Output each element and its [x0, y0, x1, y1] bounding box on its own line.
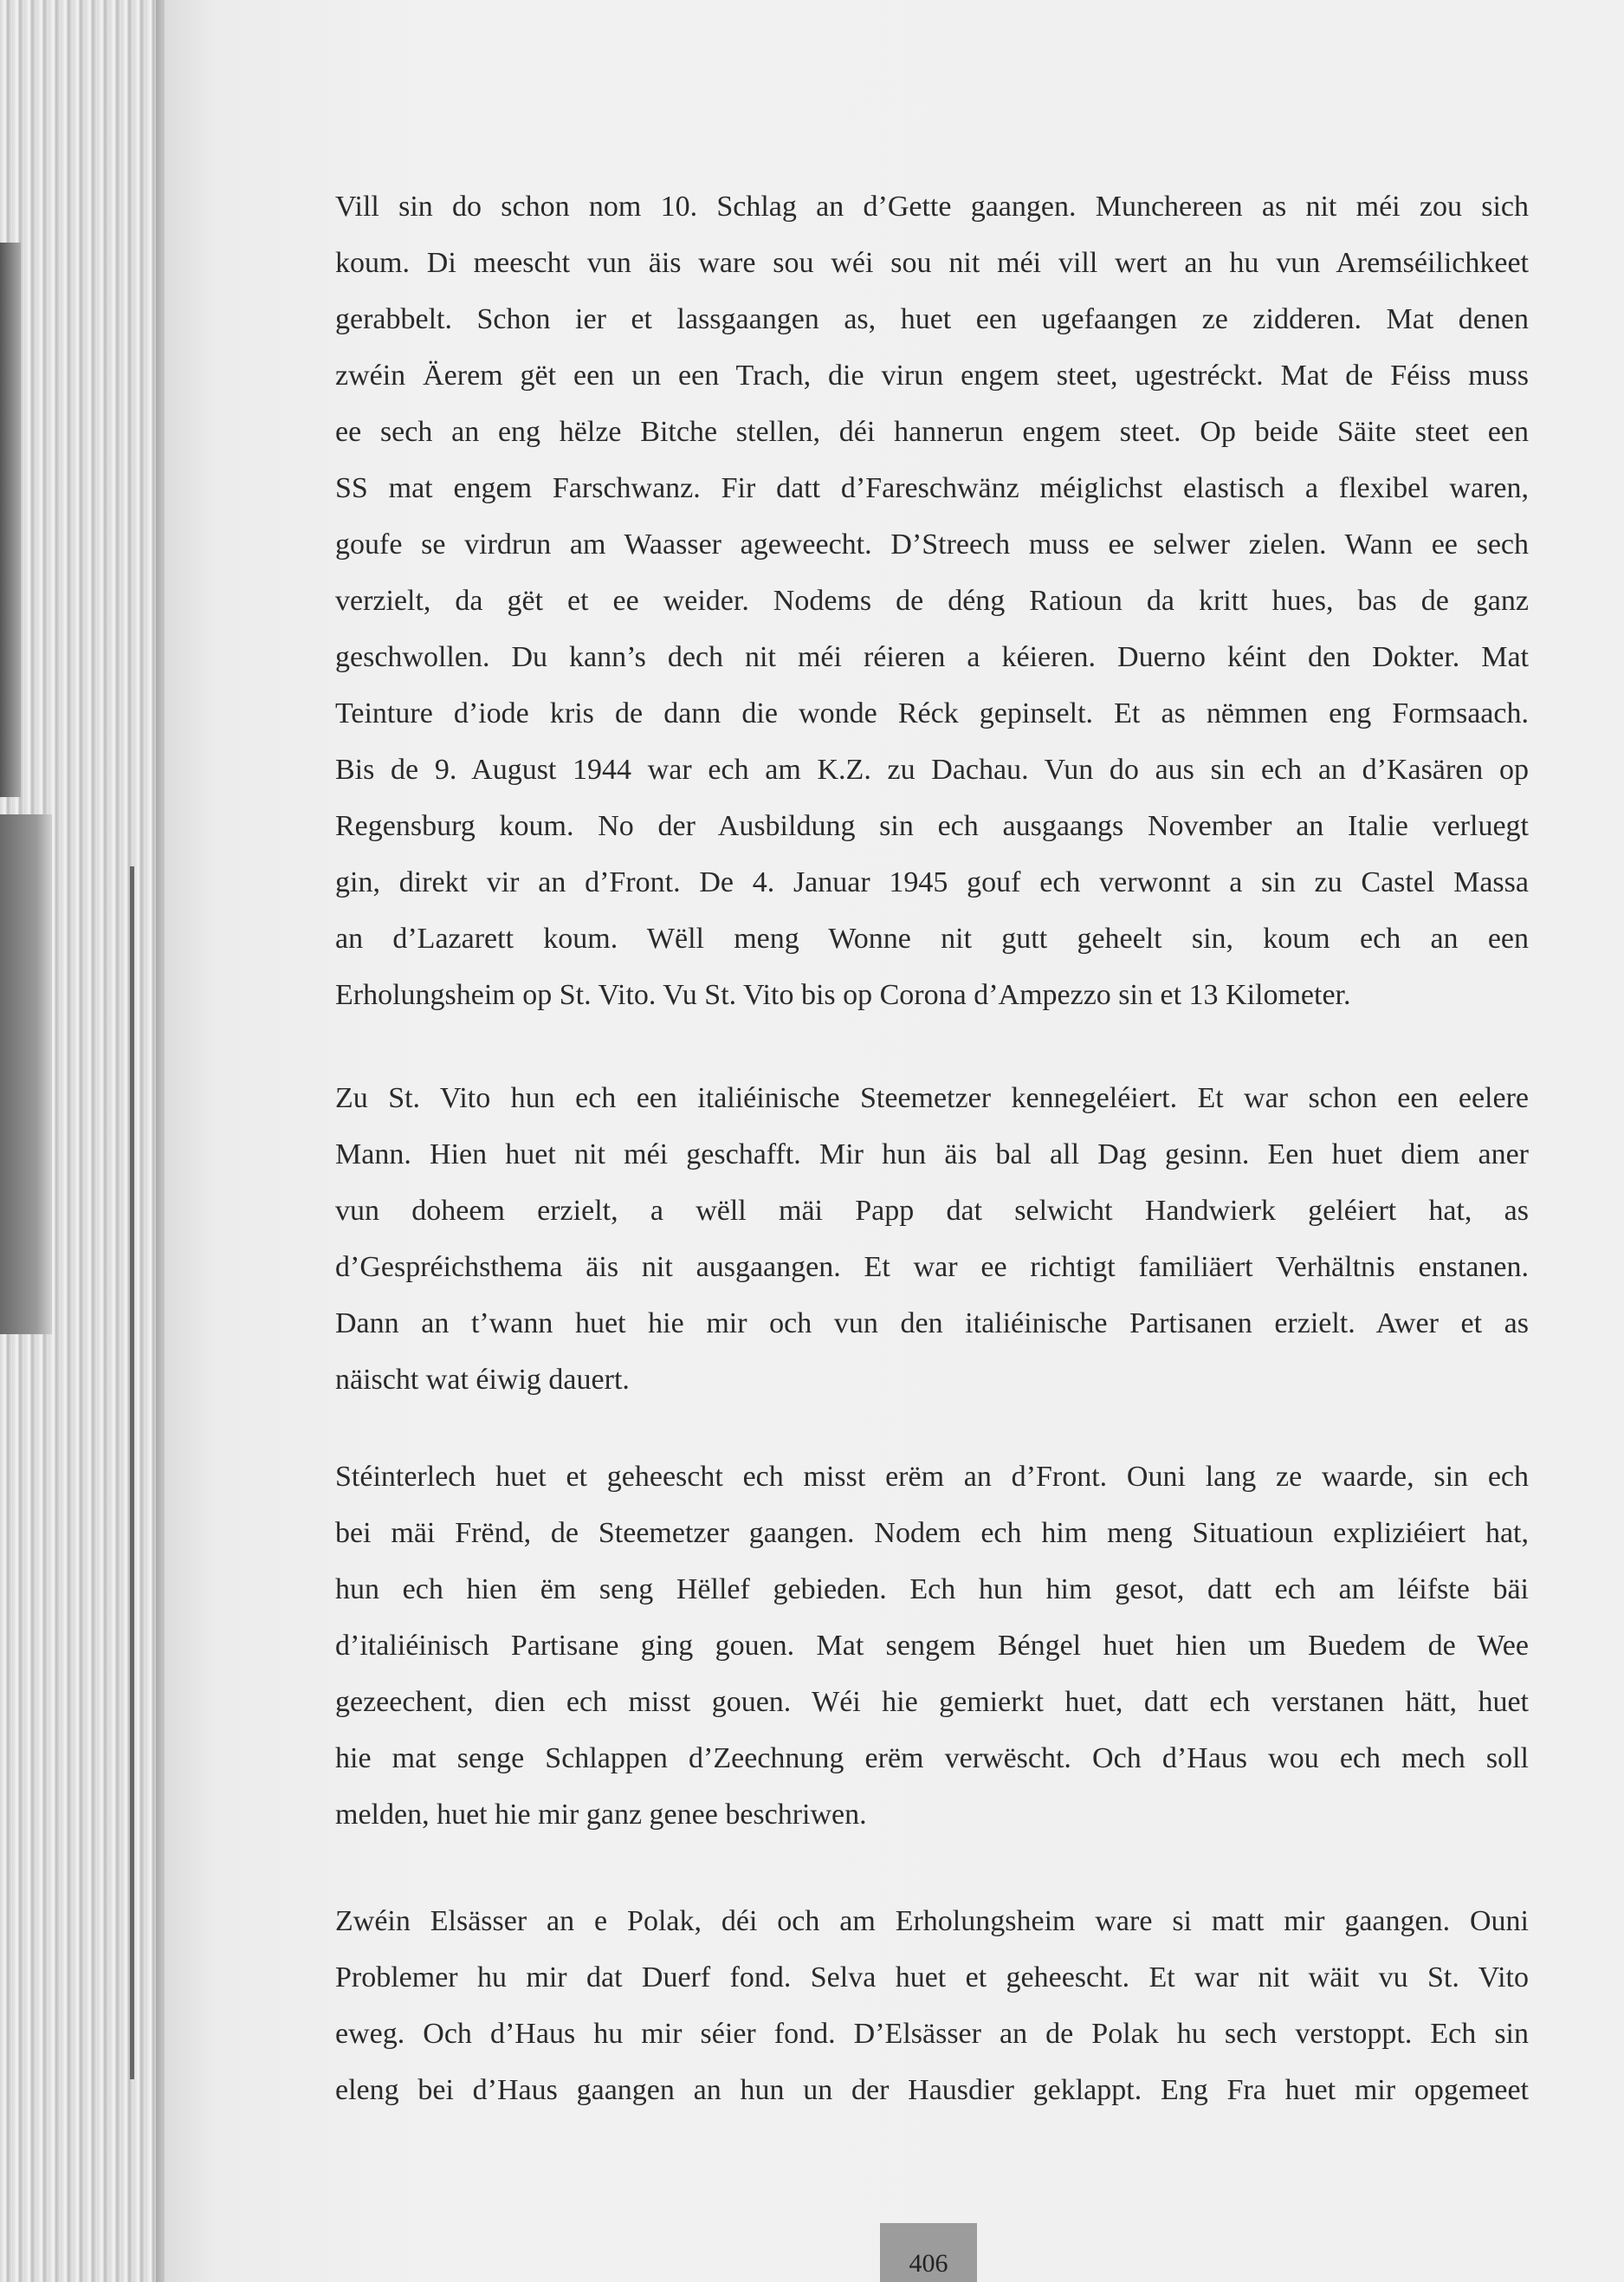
text-line: d’italiéinisch Partisane ging gouen. Mat sengem Béngel huet hien um Buedem de Wee [335, 1630, 1529, 1662]
text-line: Stéinterlech huet et geheescht ech misst erëm an d’Front. Ouni lang ze waarde, sin ech [335, 1461, 1529, 1493]
text-line: melden, huet hie mir ganz genee beschriwen. [335, 1799, 867, 1831]
text-line: Vill sin do schon nom 10. Schlag an d’Gette gaangen. Munchereen as nit méi zou sich [335, 191, 1529, 223]
text-line: Erholungsheim op St. Vito. Vu St. Vito bis op Corona d’Ampezzo sin et 13 Kilometer. [335, 979, 1351, 1011]
text-line: gerabbelt. Schon ier et lassgaangen as, huet een ugefaangen ze zidderen. Mat denen [335, 303, 1529, 335]
text-line: eweg. Och d’Haus hu mir séier fond. D’Elsässer an de Polak hu sech verstoppt. Ech sin [335, 2018, 1529, 2050]
text-line: gin, direkt vir an d’Front. De 4. Januar 1945 gouf ech verwonnt a sin zu Castel Massa [335, 866, 1529, 898]
text-line: vun doheem erzielt, a wëll mäi Papp dat selwicht Handwierk geléiert hat, as [335, 1195, 1529, 1227]
book-edge-shadow [0, 814, 52, 1334]
page-number: 406 [909, 2249, 948, 2278]
text-line: an d’Lazarett koum. Wëll meng Wonne nit gutt geheelt sin, koum ech an een [335, 923, 1529, 955]
text-line: Zu St. Vito hun ech een italiéinische Steemetzer kennegeléiert. Et war schon een eelere [335, 1082, 1529, 1114]
text-line: hun ech hien ëm seng Hëllef gebieden. Ech hun him gesot, datt ech am léifste bäi [335, 1573, 1529, 1605]
text-line: geschwollen. Du kann’s dech nit méi réieren a kéieren. Duerno kéint den Dokter. Mat [335, 641, 1529, 673]
book-edge-line [130, 866, 134, 2079]
text-line: SS mat engem Farschwanz. Fir datt d’Fareschwänz méiglichst elastisch a flexibel waren, [335, 472, 1529, 504]
text-line: ee sech an eng hëlze Bitche stellen, déi hannerun engem steet. Op beide Säite steet een [335, 416, 1529, 448]
book-edge-shadow [0, 243, 21, 797]
text-line: koum. Di meescht vun äis ware sou wéi sou nit méi vill wert an hu vun Aremséilichkeet [335, 247, 1529, 279]
text-line: goufe se virdrun am Waasser ageweecht. D’Streech muss ee selwer zielen. Wann ee sech [335, 528, 1529, 561]
text-line: näischt wat éiwig dauert. [335, 1364, 630, 1396]
text-line: Bis de 9. August 1944 war ech am K.Z. zu Dachau. Vun do aus sin ech an d’Kasären op [335, 754, 1529, 786]
text-line: verzielt, da gët et ee weider. Nodems de déng Ratioun da kritt hues, bas de ganz [335, 585, 1529, 617]
text-line: Problemer hu mir dat Duerf fond. Selva huet et geheescht. Et war nit wäit vu St. Vito [335, 1961, 1529, 1994]
text-line: Mann. Hien huet nit méi geschafft. Mir hun äis bal all Dag gesinn. Een huet diem aner [335, 1138, 1529, 1170]
text-line: Teinture d’iode kris de dann die wonde Réck gepinselt. Et as nëmmen eng Formsaach. [335, 697, 1529, 729]
text-line: gezeechent, dien ech misst gouen. Wéi hie gemierkt huet, datt ech verstanen hätt, huet [335, 1686, 1529, 1718]
text-line: hie mat senge Schlappen d’Zeechnung erëm verwëscht. Och d’Haus wou ech mech soll [335, 1742, 1529, 1774]
text-line: bei mäi Frënd, de Steemetzer gaangen. Nodem ech him meng Situatioun expliziéiert hat, [335, 1517, 1529, 1549]
text-line: Zwéin Elsässer an e Polak, déi och am Erholungsheim ware si matt mir gaangen. Ouni [335, 1905, 1529, 1937]
text-line: eleng bei d’Haus gaangen an hun un der Hausdier geklappt. Eng Fra huet mir opgemeet [335, 2074, 1529, 2106]
text-line: zwéin Äerem gët een un een Trach, die virun engem steet, ugestréckt. Mat de Féiss muss [335, 360, 1529, 392]
text-line: d’Gespréichsthema äis nit ausgaangen. Et war ee richtigt familiäert Verhältnis enstanen. [335, 1251, 1529, 1283]
text-line: Regensburg koum. No der Ausbildung sin ech ausgaangs November an Italie verluegt [335, 810, 1529, 842]
text-line: Dann an t’wann huet hie mir och vun den italiéinische Partisanen erzielt. Awer et as [335, 1307, 1529, 1339]
